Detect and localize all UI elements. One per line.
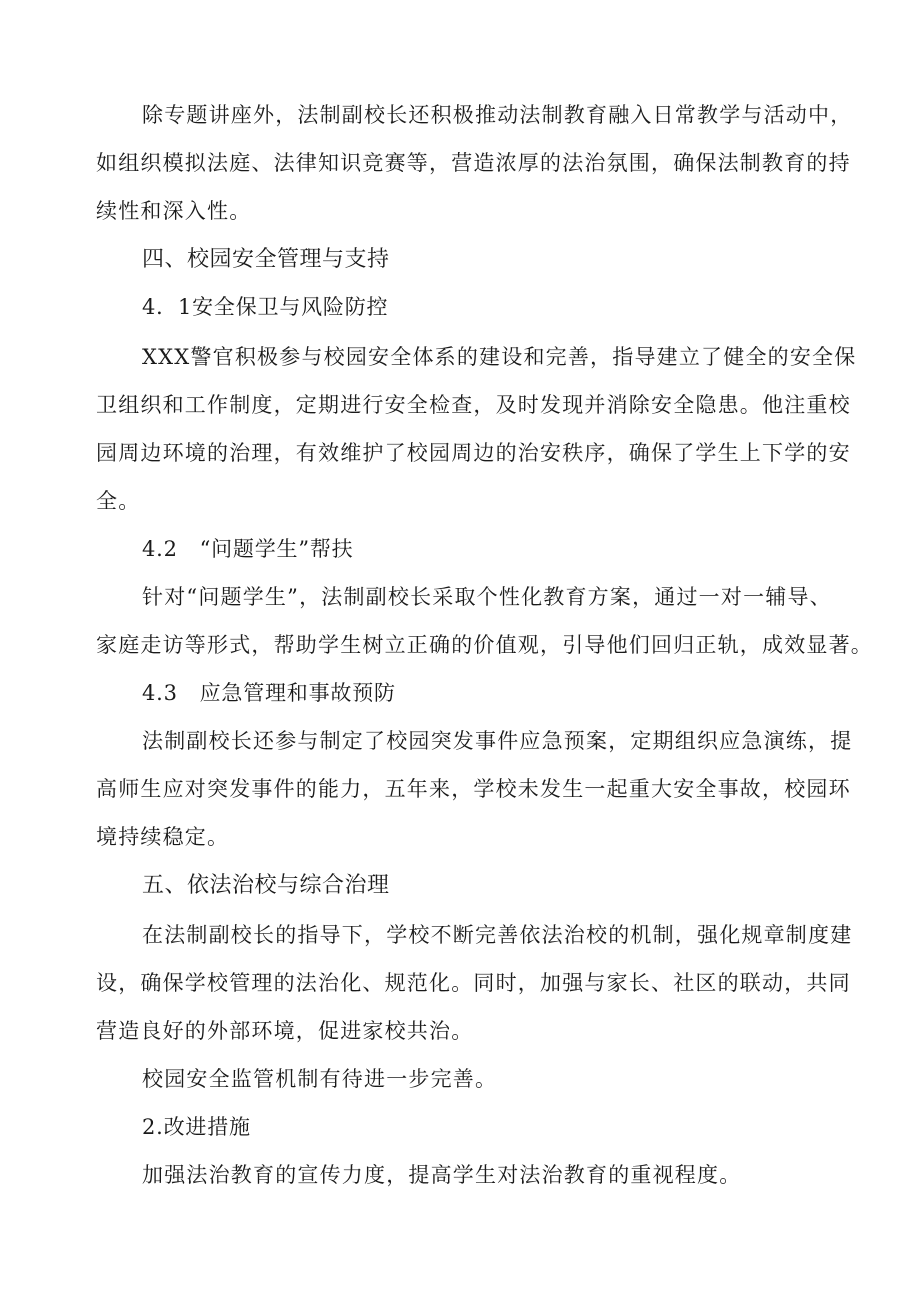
paragraph-line: 校园安全监管机制有待进一步完善。	[142, 1067, 498, 1091]
section-heading: 五、依法治校与综合治理	[142, 873, 390, 898]
paragraph-line: 续性和深入性。	[96, 199, 252, 223]
paragraph-line: 在法制副校长的指导下，学校不断完善依法治校的机制，强化规章制度建	[142, 923, 853, 947]
paragraph-line: 营造良好的外部环境，促进家校共治。	[96, 1019, 474, 1043]
paragraph-line: 高师生应对突发事件的能力，五年来，学校未发生一起重大安全事故，校园环	[96, 777, 851, 801]
subsection-title: 4.3 应急管理和事故预防	[142, 681, 396, 705]
paragraph-line: 境持续稳定。	[96, 825, 230, 849]
paragraph-line: XXX警官积极参与校园安全体系的建设和完善，指导建立了健全的安全保	[142, 345, 857, 369]
paragraph-line: 加强法治教育的宣传力度，提高学生对法治教育的重视程度。	[142, 1163, 742, 1187]
subsection-title: 4．1安全保卫与风险防控	[142, 295, 389, 319]
paragraph-line: 针对“问题学生”，法制副校长采取个性化教育方案，通过一对一辅导、	[142, 585, 832, 609]
paragraph-line: 园周边环境的治理，有效维护了校园周边的治安秩序，确保了学生上下学的安	[96, 441, 851, 465]
subsection-title: 2.改进措施	[142, 1115, 251, 1139]
paragraph-line: 卫组织和工作制度，定期进行安全检查，及时发现并消除安全隐患。他注重校	[96, 393, 851, 417]
paragraph-line: 如组织模拟法庭、法律知识竞赛等，营造浓厚的法治氛围，确保法制教育的持	[96, 151, 851, 175]
section-heading: 四、校园安全管理与支持	[142, 247, 390, 272]
paragraph-line: 法制副校长还参与制定了校园突发事件应急预案，定期组织应急演练，提	[142, 729, 853, 753]
paragraph-line: 设，确保学校管理的法治化、规范化。同时，加强与家长、社区的联动，共同	[96, 971, 851, 995]
paragraph-line: 全。	[96, 489, 141, 513]
subsection-title: 4.2 “问题学生”帮扶	[142, 537, 354, 561]
paragraph-line: 除专题讲座外，法制副校长还积极推动法制教育融入日常教学与活动中，	[142, 103, 853, 127]
paragraph-line: 家庭走访等形式，帮助学生树立正确的价值观，引导他们回归正轨，成效显著。	[96, 633, 873, 657]
